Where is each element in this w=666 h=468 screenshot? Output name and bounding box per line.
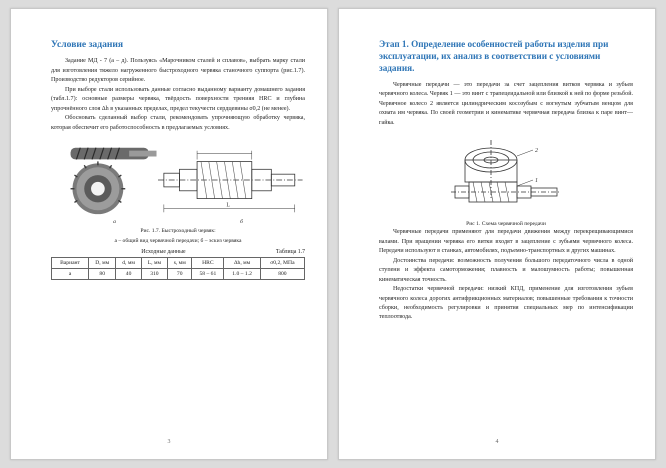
worm-gear-photo	[51, 139, 158, 217]
table-number: Таблица 1.7	[275, 248, 305, 255]
worm-sketch	[158, 147, 305, 217]
table-cell: 58 – 61	[192, 268, 224, 279]
table-cell: 310	[141, 268, 167, 279]
table-title: Исходные данные	[141, 248, 186, 255]
body-paragraph-3: Достоинства передачи: возможность получения большого передаточного числа в одной ступени и эффекта самоторможения; плавность и малошумность работы; повышенная кинематическая точность.	[379, 257, 633, 283]
table-cell: а	[52, 268, 89, 279]
scheme-label-1: 1	[535, 178, 538, 185]
task-paragraph-1: Задание МД - 7 (а – д). Пользуясь «Марочником сталей и сплавов», выбрать марку стали для изготовления тяжело нагруженного быстроходного червяка станочного суппорта (рис.1.7). Производство редукторов серийное.	[51, 58, 305, 84]
table-header-cell: D, мм	[89, 257, 116, 268]
table-cell: 800	[260, 268, 304, 279]
task-paragraph-2: При выборе стали использовать данные согласно выданному варианту домашнего задания (табл.1.7): основные размеры червяка, твёрдость поверхности тренияя HRC и глубина упрочнённого слоя Δh в указанных пределах, предел текучести сердцевины σ0,2 (не менее).	[51, 86, 305, 112]
table-header-row	[52, 257, 305, 268]
table-row	[52, 268, 305, 279]
worm-drive-scheme	[451, 136, 561, 218]
figure-sub-label-a: а	[113, 218, 116, 225]
table-cell: 80	[89, 268, 116, 279]
section-title-task: Условие задания	[51, 39, 124, 50]
page-number: 4	[495, 439, 499, 445]
table-header-cell: L, мм	[141, 257, 167, 268]
source-data-table	[51, 257, 305, 280]
document-page-4	[338, 8, 656, 460]
table-header-cell: Δh, мм	[224, 257, 260, 268]
table-header-cell: d, мм	[116, 257, 141, 268]
figure-caption-1-7: Рис. 1.7. Быстроходный червяк:	[140, 227, 216, 234]
table-header-cell: σ0,2, МПа	[260, 257, 304, 268]
body-paragraph-2: Червячные передачи применяют для передачи движения между перекрещивающимися валами. При вращении червяка его витки входят в зацепление с зубьями червячного колеса. Передачи используют в станках, автомобилях, подъемно-транспортных и других машинах.	[379, 229, 633, 255]
sketch-dimension-label: L	[226, 202, 231, 209]
task-paragraph-3: Обосновать сделанный выбор стали, рекомендовать упрочняющую обработку червяка, которая обеспечит его работоспособность в предлагаемых условиях.	[51, 115, 305, 131]
section-title-stage-1: Этап 1. Определение особенностей работы изделия при эксплуатации, их анализ в соответствии с условиями задания.	[379, 39, 609, 73]
page-number: 3	[167, 439, 171, 445]
body-paragraph-4: Недостатки червячной передачи: низкий КПД, применение для изготовления зубьев червячного колеса дорогих антифрикционных материалов; повышенные требования к точности сборки, необходимость регулировки и принятия специальных мер по интенсификации теплоотвода.	[379, 286, 633, 321]
document-page-3	[10, 8, 328, 460]
table-header-cell: HRC	[192, 257, 224, 268]
figure-caption-1-7-detail: а – общий вид червячной передачи; б – эскиз червяка	[114, 238, 242, 245]
table-header-cell: Вариант	[52, 257, 89, 268]
table-header-cell: s, мм	[168, 257, 192, 268]
figure-1-7	[51, 139, 305, 217]
figure-caption-1: Рис 1. Схема червячной передачи	[466, 221, 546, 228]
body-paragraph-1: Червячные передачи — это передачи за счет зацепления витков червяка и зубьев червячного колеса. Червяк 1 — это винт с трапецеидальной или близкой к ней по форме резьбой. Червячное колесо 2 является цилиндрическим косозубым с вогнутым зубчатым венцом для охвата им червяка. По своей геометрии и кинематике червячная передача близка к паре винт—гайка.	[379, 81, 633, 126]
figure-sub-label-b: б	[240, 218, 243, 225]
table-cell: 1.0 – 1.2	[224, 268, 260, 279]
table-cell: 40	[116, 268, 141, 279]
scheme-label-2: 2	[535, 148, 538, 155]
table-cell: 70	[168, 268, 192, 279]
